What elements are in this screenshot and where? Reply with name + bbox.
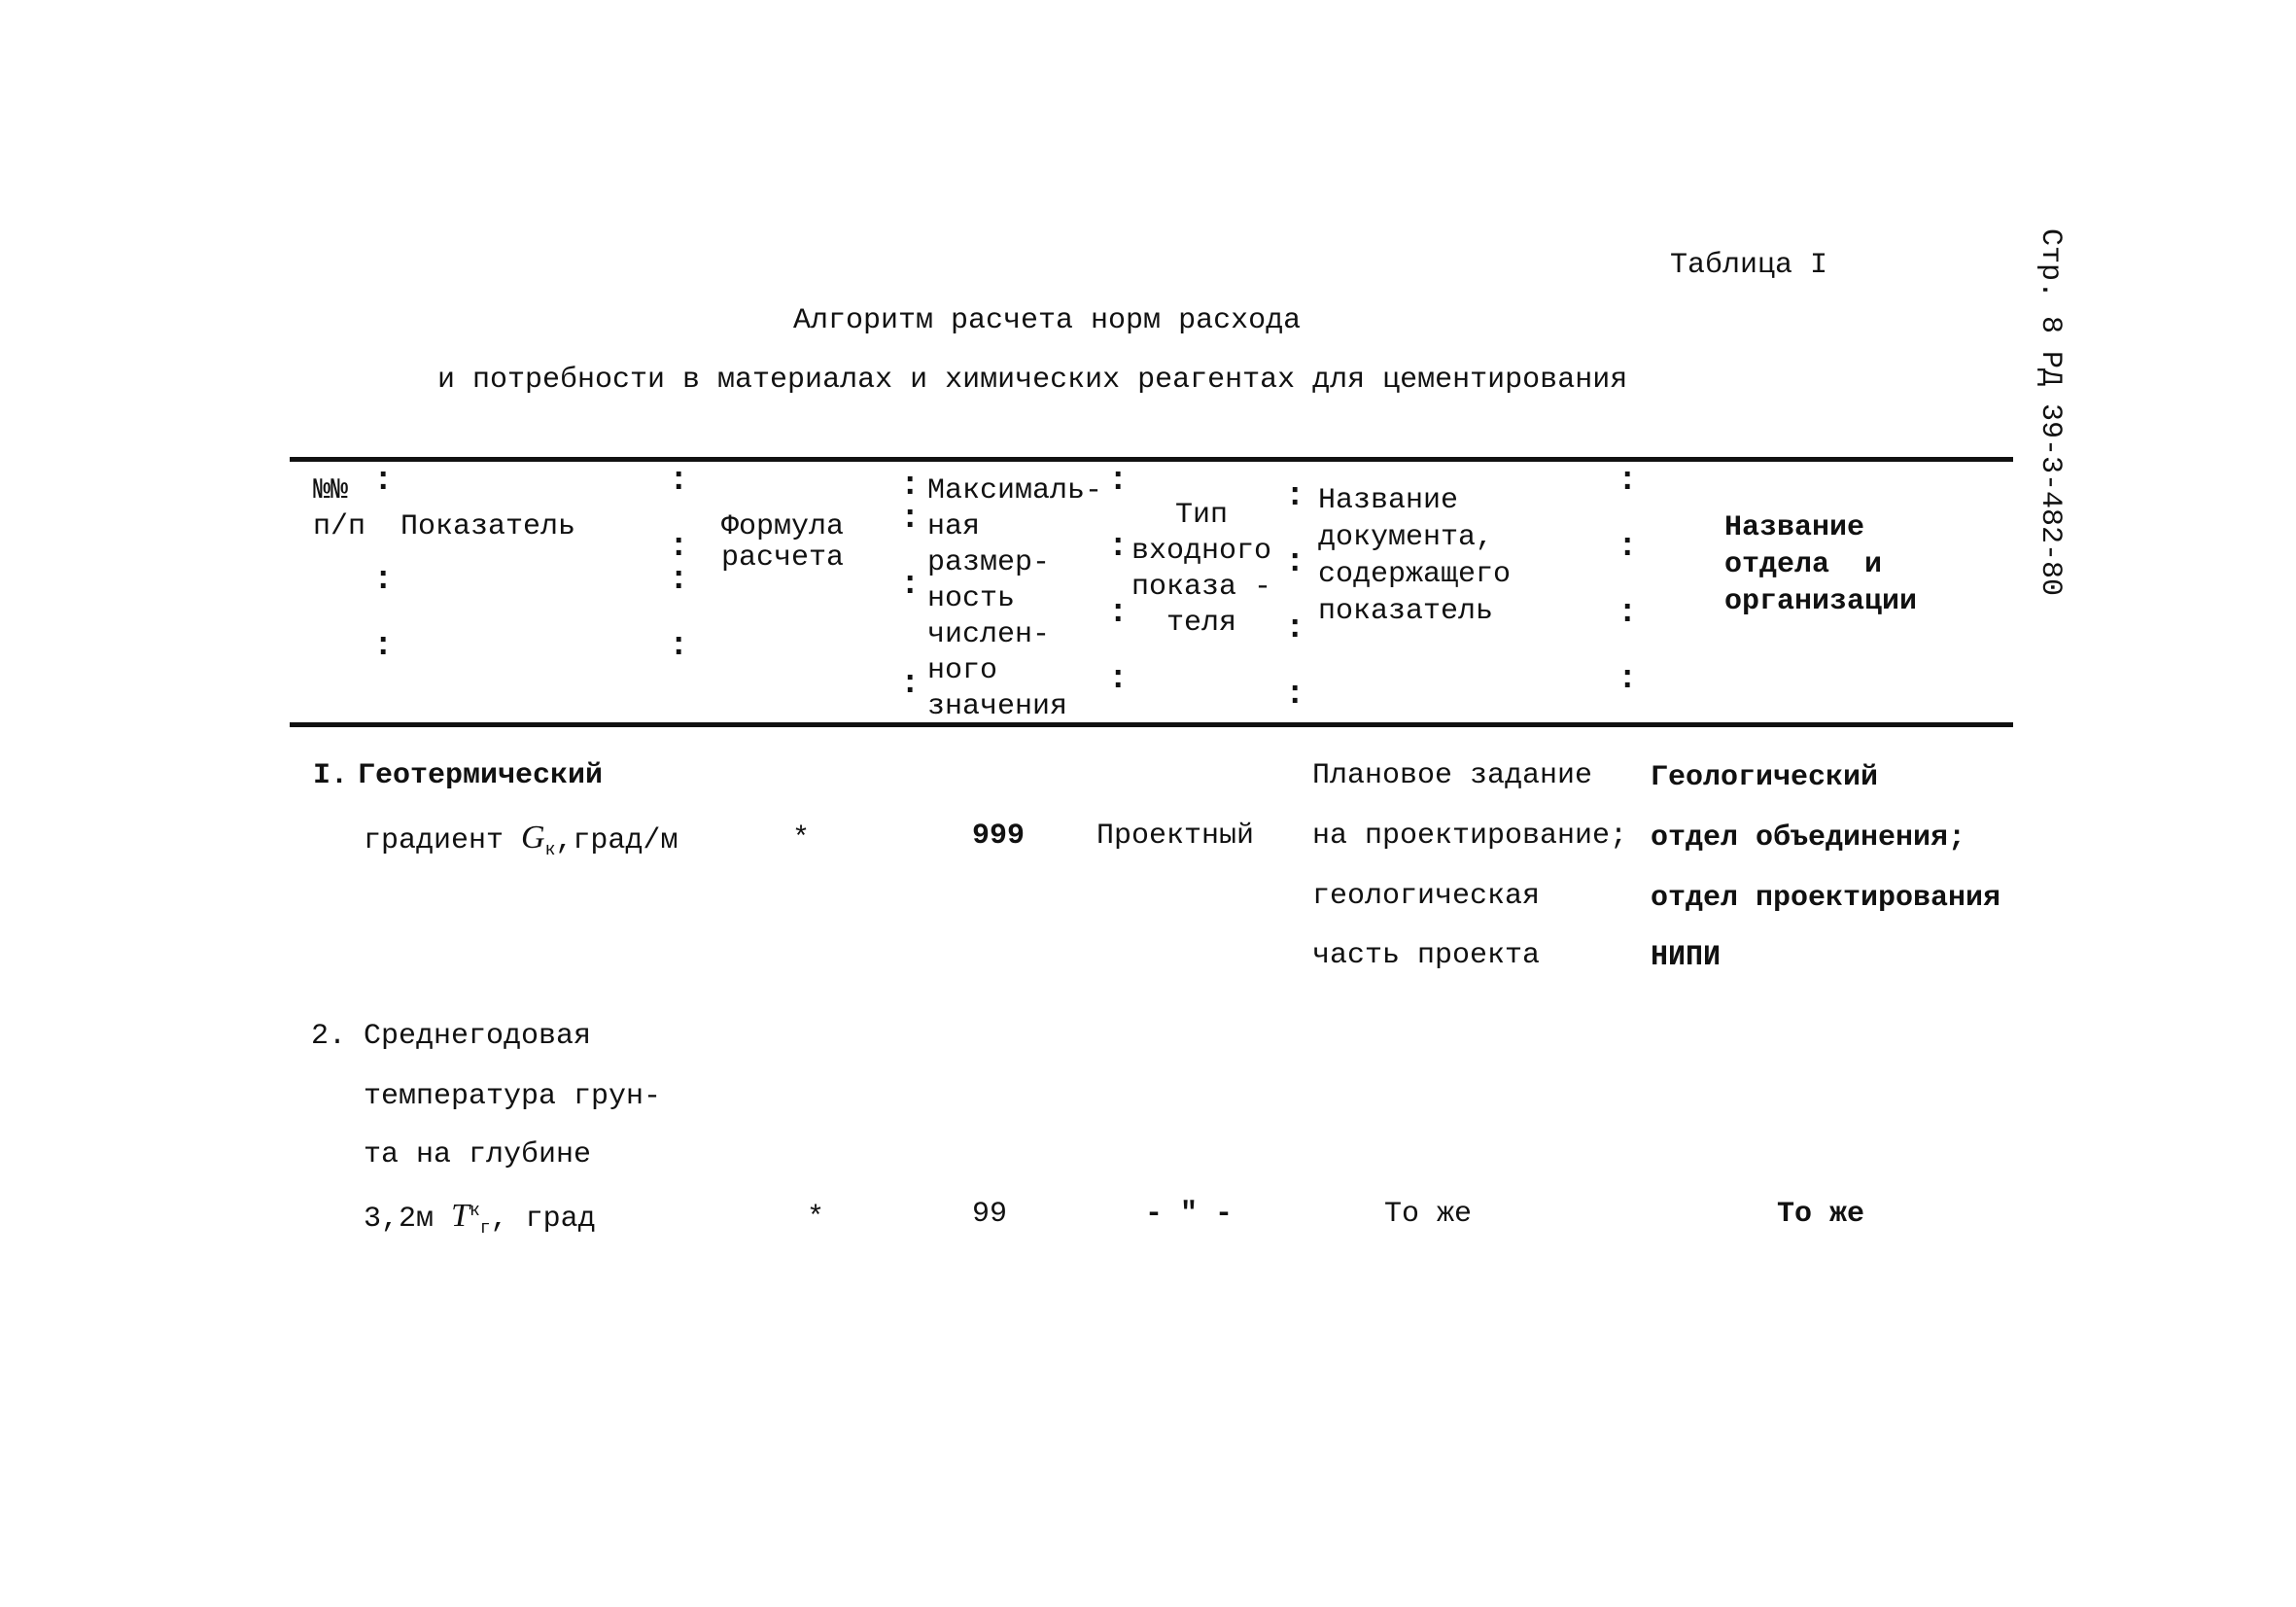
- row1-department-line: отдел объединения;: [1651, 821, 1966, 855]
- row1-max-dimension: 999: [972, 820, 1026, 853]
- row2-document: То же: [1384, 1198, 1473, 1231]
- row1-document-line: геологическая: [1312, 880, 1541, 913]
- row1-num: I.: [313, 759, 349, 792]
- row1-unit: ,град/м: [555, 824, 678, 857]
- separator: : : : :: [669, 463, 689, 665]
- row1-indicator-line1: Геотермический: [358, 759, 604, 792]
- separator: : : : :: [1285, 478, 1305, 714]
- row1-department-line: Геологический: [1651, 761, 1879, 794]
- separator: : : : :: [900, 468, 921, 703]
- row1-department-line: отдел проектирования: [1651, 882, 2001, 915]
- row2-indicator-line4: [364, 1200, 596, 1238]
- header-input-type: Тип входного показа - теля: [1131, 499, 1272, 640]
- row1-document-line: на проектирование;: [1312, 820, 1628, 853]
- row2-input-type: - " -: [1145, 1198, 1234, 1231]
- row1-symbol-sub: к: [544, 841, 556, 860]
- row1-indicator-line2: [364, 821, 678, 859]
- header-document: Название документа, содержащего показатель: [1318, 484, 1512, 628]
- row1-department-line: НИПИ: [1651, 941, 1722, 974]
- separator: : : : :: [1108, 463, 1129, 698]
- header-department: Название отдела и организации: [1724, 511, 1918, 618]
- header-max-dimension: Максималь- ная размер- ность числен- ного значения: [927, 474, 1103, 723]
- row2-symbol: T: [451, 1198, 470, 1234]
- row1-input-type: Проектный: [1096, 820, 1255, 853]
- bottom-rule: [290, 722, 2013, 727]
- row2-symbol-sub: г: [479, 1219, 491, 1239]
- table-label: Таблица I: [1670, 249, 1828, 282]
- row1-indicator-text: градиент: [364, 824, 504, 857]
- row2-indicator-line: та на глубине: [364, 1138, 592, 1171]
- separator: : : : :: [1618, 463, 1638, 698]
- header-indicator: Показатель: [400, 510, 576, 543]
- row2-symbol-sup: к: [469, 1202, 480, 1221]
- row1-document-line: часть проекта: [1312, 939, 1541, 972]
- row1-formula: *: [792, 822, 811, 856]
- row2-unit: , град: [490, 1203, 596, 1236]
- row2-indicator-line: Среднегодовая: [364, 1020, 592, 1053]
- title-line-1: Алгоритм расчета норм расхода: [793, 304, 1302, 337]
- row2-indicator-line: температура грун-: [364, 1080, 662, 1113]
- row2-max-dimension: 99: [972, 1198, 1008, 1231]
- title-line-2: и потребности в материалах и химических реагентах для цементирования: [437, 364, 1628, 397]
- separator: : : :: [373, 463, 394, 665]
- row2-depth: 3,2м: [364, 1203, 435, 1236]
- row1-symbol: G: [521, 820, 545, 856]
- row2-num: 2.: [311, 1020, 347, 1053]
- header-num: №№ п/п: [313, 474, 366, 543]
- row2-department: То же: [1777, 1198, 1865, 1231]
- row1-document-line: Плановое задание: [1312, 759, 1593, 792]
- top-rule: [290, 457, 2013, 462]
- header-formula: Формула расчета: [721, 510, 845, 575]
- row2-formula: *: [807, 1202, 825, 1235]
- page-reference: Стр. 8 РД 39-3-482-80: [2034, 228, 2067, 597]
